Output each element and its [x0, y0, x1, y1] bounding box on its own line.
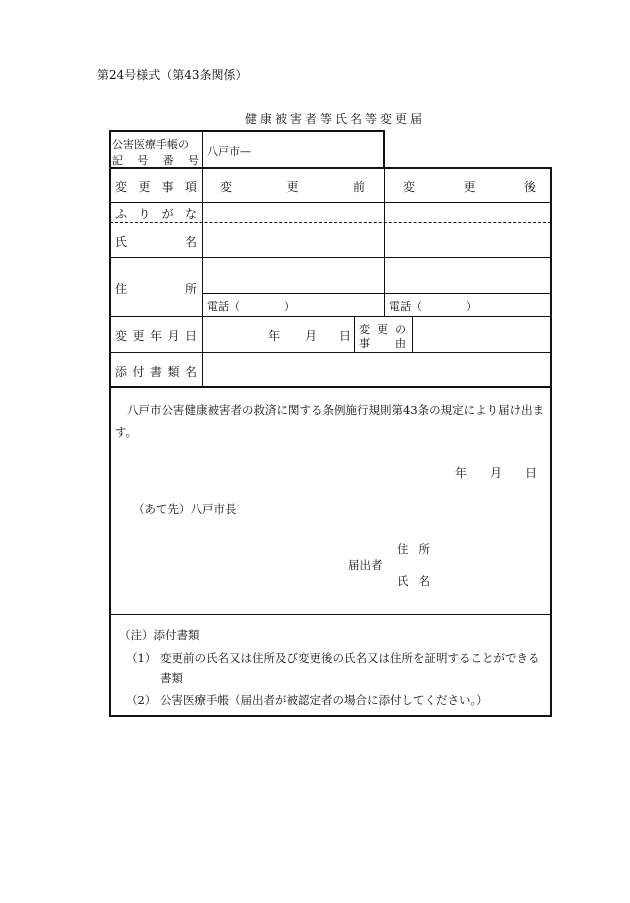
- applicant-address-label: 住 所: [397, 542, 430, 556]
- notes-item2-text: 公害医療手帳（届出者が被認定者の場合に添付してください。）: [160, 693, 488, 707]
- attachments-field[interactable]: [205, 354, 550, 387]
- name-label: 氏 名: [115, 235, 197, 249]
- notes-item1-number: （1）: [126, 651, 157, 665]
- reason-label-line1: 変 更 の: [359, 323, 406, 336]
- before-column-header: 変 更 前: [220, 180, 365, 194]
- change-date-day: 日: [339, 329, 352, 343]
- applicant-name-field[interactable]: [437, 569, 547, 587]
- address-after-field[interactable]: [386, 259, 550, 292]
- change-date-label: 変 更 年 月 日: [115, 329, 197, 343]
- applicant-address-field[interactable]: [437, 537, 547, 555]
- change-item-label: 変 更 事 項: [115, 180, 197, 194]
- date-reason-divider: [354, 316, 355, 352]
- notes-item1-text: 変更前の氏名又は住所及び変更後の氏名又は住所を証明することができる: [160, 651, 540, 665]
- row-line-2: [110, 257, 551, 258]
- name-after-field[interactable]: [386, 224, 550, 256]
- notes-heading: （注）添付書類: [119, 628, 200, 642]
- label-column-divider: [202, 168, 203, 387]
- phone-before-label: 電話（ ）: [207, 300, 295, 313]
- reason-field[interactable]: [414, 318, 550, 351]
- change-date-month: 月: [305, 329, 318, 343]
- notebook-label-line1: 公害医療手帳の: [112, 138, 189, 151]
- page-title: 健康被害者等氏名等変更届: [245, 112, 426, 126]
- row-line-3: [110, 316, 551, 317]
- statement-date-day: 日: [525, 466, 538, 480]
- notebook-label-line2: 記 号 番 号: [112, 154, 199, 167]
- applicant-label: 届出者: [348, 558, 383, 572]
- phone-line: [203, 293, 551, 294]
- notes-separator: [110, 614, 551, 615]
- attachments-label: 添 付 書 類 名: [115, 365, 197, 379]
- statement-date-month: 月: [490, 466, 503, 480]
- name-before-field[interactable]: [205, 224, 383, 256]
- notebook-number-value: 八戸市—: [207, 145, 251, 158]
- furigana-label: ふ り が な: [115, 207, 197, 221]
- address-label: 住 所: [115, 282, 197, 296]
- phone-after-label: 電話（ ）: [389, 300, 477, 313]
- notes-item2-number: （2）: [126, 693, 157, 707]
- recipient: （あて先）八戸市長: [133, 502, 237, 516]
- statement-line2: す。: [115, 425, 138, 439]
- applicant-name-label: 氏 名: [397, 574, 430, 588]
- notebook-label-char: 記: [112, 154, 123, 167]
- form-number: 第24号様式（第43条関係）: [97, 68, 248, 82]
- address-before-field[interactable]: [205, 259, 383, 292]
- reason-label-line2: 事 由: [359, 337, 406, 350]
- notes-item1-continued: 書類: [160, 671, 183, 685]
- before-after-divider: [384, 168, 385, 316]
- after-column-header: 変 更 後: [403, 180, 536, 194]
- furigana-dashed-line: [110, 222, 551, 223]
- statement-date-year: 年: [455, 466, 468, 480]
- statement-line1: 八戸市公害健康被害者の救済に関する条例施行規則第43条の規定により届け出ま: [127, 403, 545, 417]
- row-line-1: [110, 202, 551, 203]
- change-date-year: 年: [268, 329, 281, 343]
- notebook-divider: [202, 131, 203, 168]
- row-line-4: [110, 352, 551, 353]
- reason-value-divider: [412, 316, 413, 352]
